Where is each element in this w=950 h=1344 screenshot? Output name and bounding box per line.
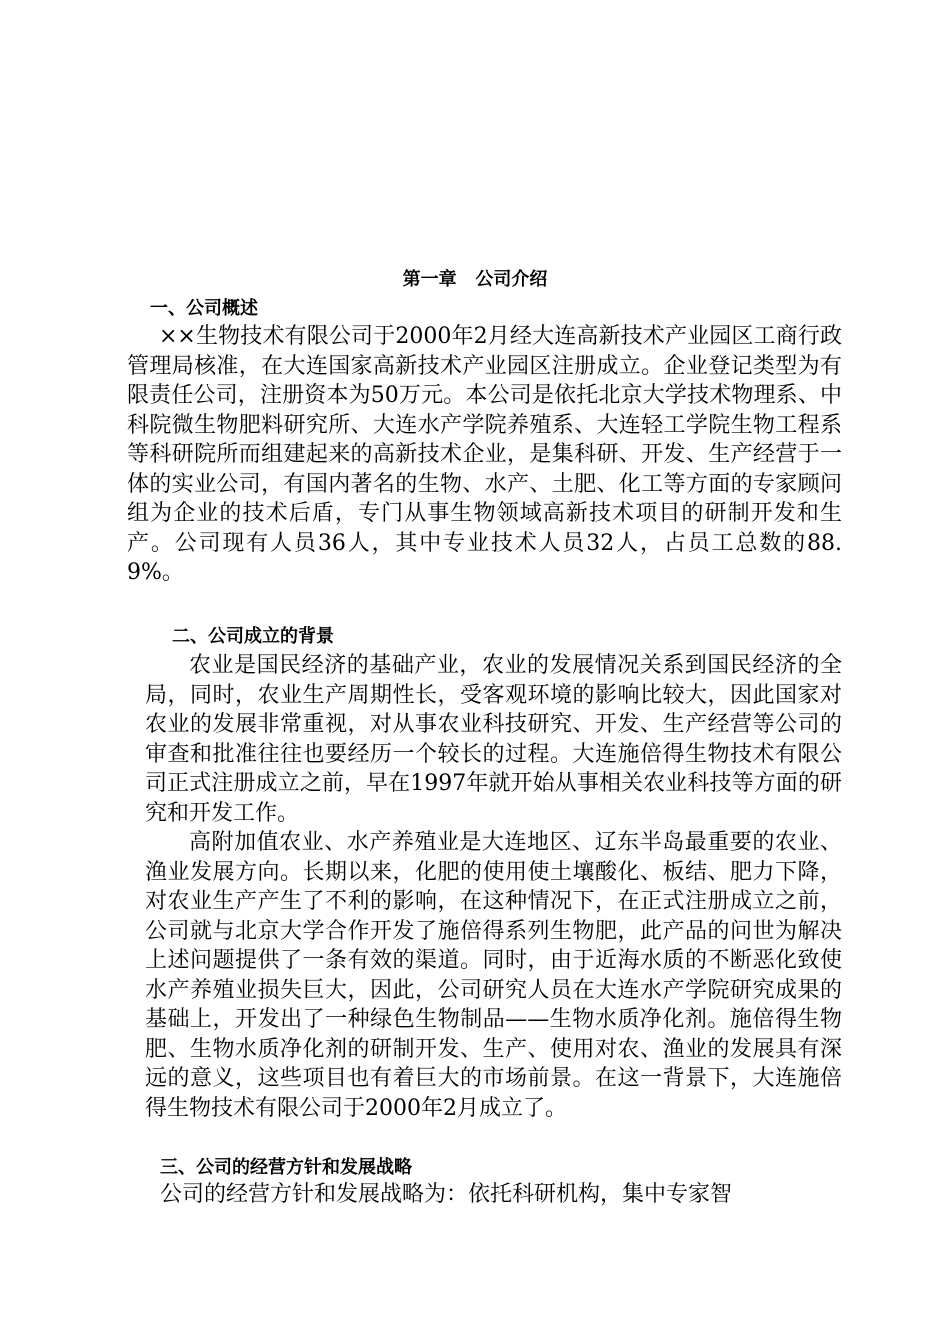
paragraph-background-2: 高附加值农业、水产养殖业是大连地区、辽东半岛最重要的农业、渔业发展方向。长期以来，化肥的使用使土壤酸化、板结、肥力下降，对农业生产产生了不利的影响，在这种情况下，在正式注册成立之前，公司就与北京大学合作开发了施倍得系列生物肥，此产品的问世为解决上述问题提供了一条有效的渠道。同时，由于近海水质的不断恶化致使水产养殖业损失巨大，因此，公司研究人员在大连水产学院研究成果的基础上，开发出了一种绿色生物制品——生物水质净化剂。施倍得生物肥、生物水质净化剂的研制开发、生产、使用对农、渔业的发展具有深远的意义，这些项目也有着巨大的市场前景。在这一背景下，大连施倍得生物技术有限公司于2000年2月成立了。	[145, 830, 842, 1121]
section-heading-overview: 一、公司概述	[150, 298, 258, 319]
paragraph-overview: ××生物技术有限公司于2000年2月经大连高新技术产业园区工商行政管理局核准，在大连国家高新技术产业园区注册成立。企业登记类型为有限责任公司，注册资本为50万元。本公司是依托北京大学技术物理系、中科院微生物肥料研究所、大连水产学院养殖系、大连轻工学院生物工程系等科研院所而组建起来的高新技术企业，是集科研、开发、生产经营于一体的实业公司，有国内著名的生物、水产、土肥、化工等方面的专家顾问组为企业的技术后盾，专门从事生物领域高新技术项目的研制开发和生产。公司现有人员36人，其中专业技术人员32人，占员工总数的88.9%。	[127, 324, 842, 585]
chapter-title: 第一章 公司介绍	[402, 269, 548, 290]
paragraph-strategy: 公司的经营方针和发展战略为：依托科研机构，集中专家智	[160, 1182, 733, 1207]
paragraph-background-1: 农业是国民经济的基础产业，农业的发展情况关系到国民经济的全局，同时，农业生产周期性长，受客观环境的影响比较大，因此国家对农业的发展非常重视，对从事农业科技研究、开发、生产经营等公司的审查和批准往往也要经历一个较长的过程。大连施倍得生物技术有限公司正式注册成立之前，早在1997年就开始从事相关农业科技等方面的研究和开发工作。	[145, 653, 842, 826]
section-heading-background: 二、公司成立的背景	[172, 626, 334, 647]
section-heading-strategy: 三、公司的经营方针和发展战略	[160, 1157, 412, 1178]
